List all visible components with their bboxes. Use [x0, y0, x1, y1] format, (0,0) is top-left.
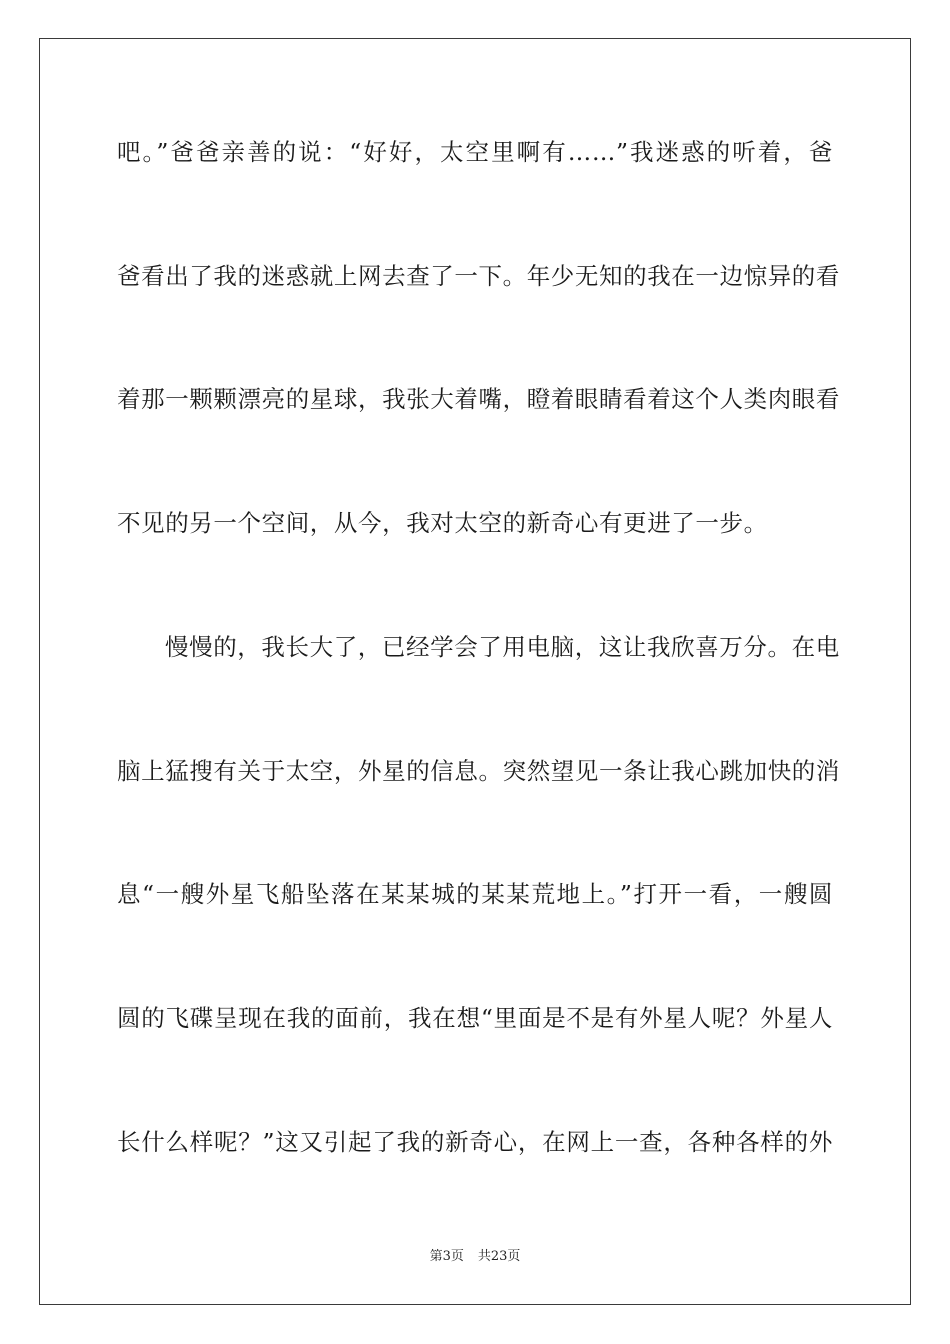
- page-number: 第3页: [429, 1249, 464, 1264]
- text-line: 长什么样呢？”这又引起了我的新奇心，在网上一查，各种各样的外: [117, 1128, 833, 1156]
- text-line: 圆的飞碟呈现在我的面前，我在想“里面是不是有外星人呢？外星人: [117, 1004, 833, 1032]
- text-line: 慢慢的，我长大了，已经学会了用电脑，这让我欣喜万分。在电: [165, 633, 840, 661]
- text-line: 吧。”爸爸亲善的说：“好好，太空里啊有……”我迷惑的听着，爸: [117, 138, 833, 166]
- text-line: 不见的另一个空间，从今，我对太空的新奇心有更进了一步。: [117, 509, 768, 537]
- page-footer: [0, 1248, 950, 1266]
- text-line: 脑上猛搜有关于太空，外星的信息。突然望见一条让我心跳加快的消: [117, 757, 840, 785]
- text-line: 息“一艘外星飞船坠落在某某城的某某荒地上。”打开一看，一艘圆: [117, 880, 833, 908]
- page-total: 共23页: [477, 1249, 521, 1264]
- text-line: 着那一颗颗漂亮的星球，我张大着嘴，瞪着眼睛看着这个人类肉眼看: [117, 385, 840, 413]
- page-frame: [39, 38, 911, 1305]
- text-line: 爸看出了我的迷惑就上网去查了一下。年少无知的我在一边惊异的看: [117, 262, 840, 290]
